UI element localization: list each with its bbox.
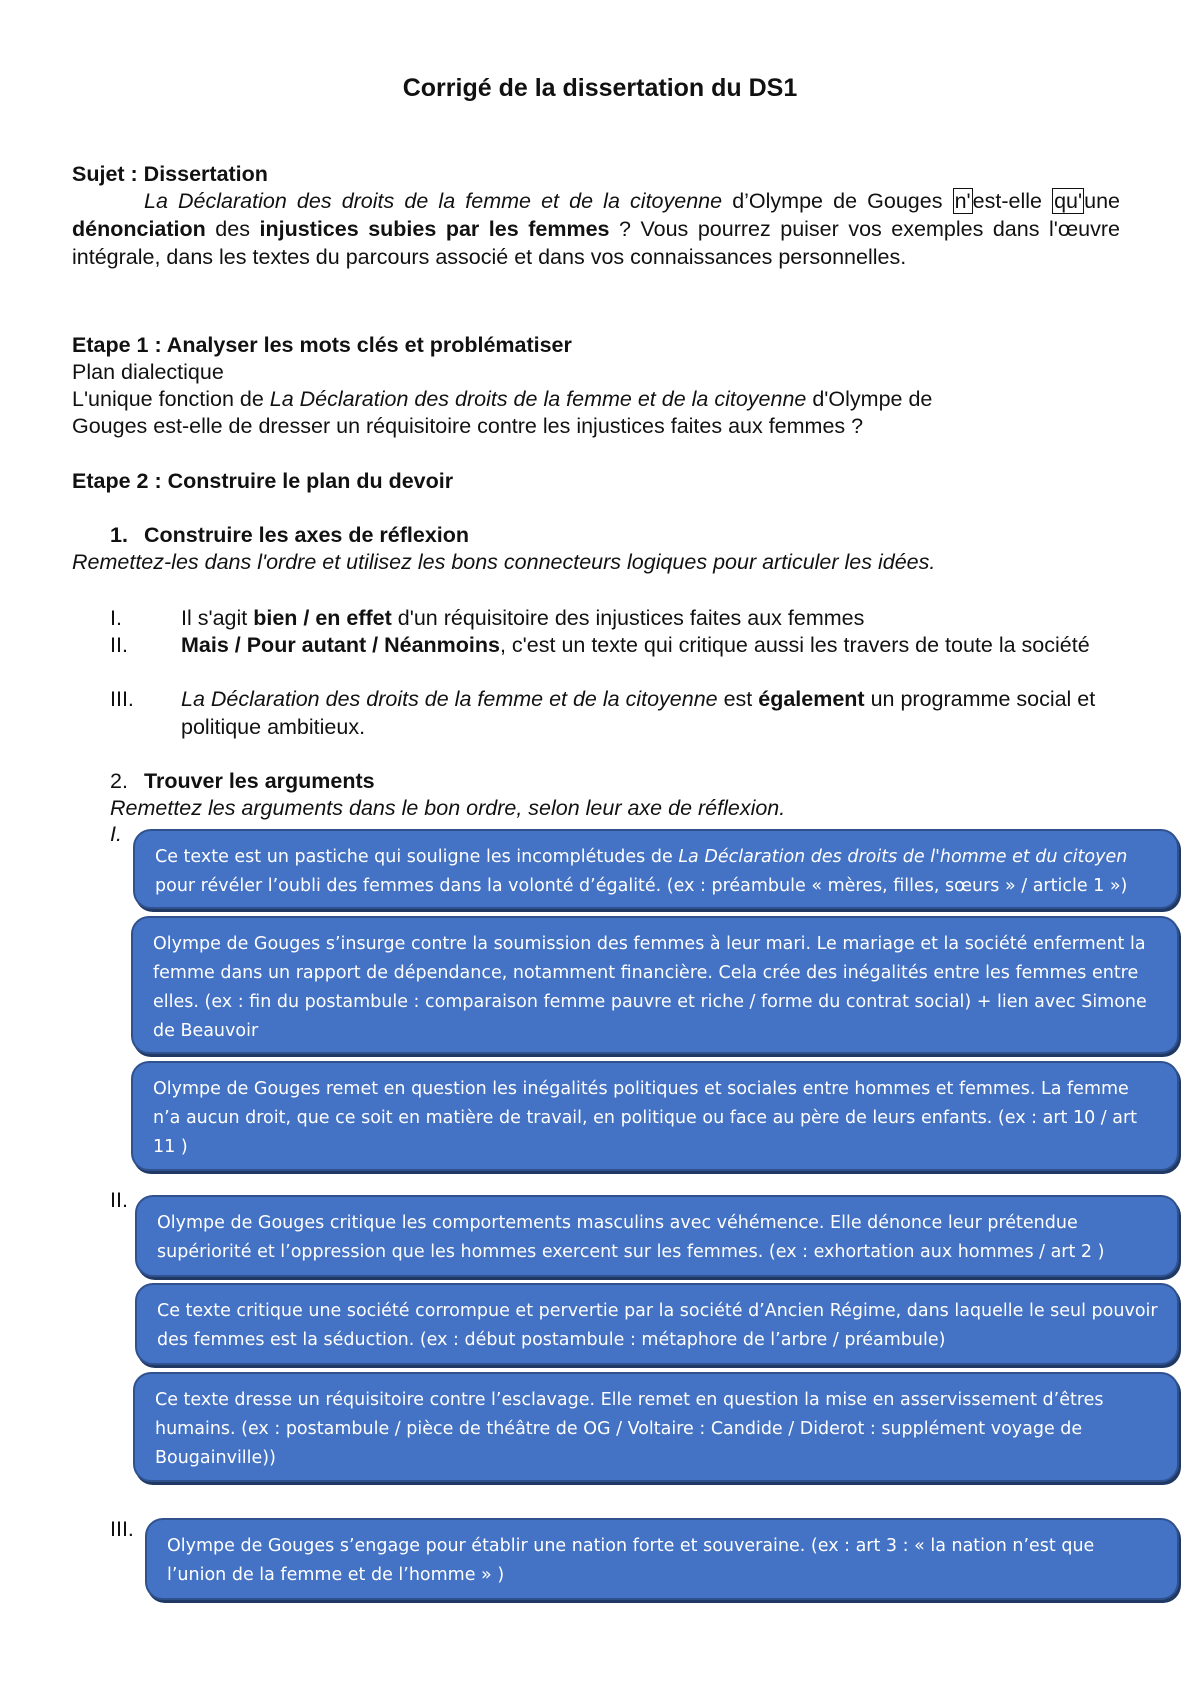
- argument-box-5[interactable]: Ce texte critique une société corrompue et pervertie par la société d’Ancien Régime, dans laquelle le seul pouvoir des femmes est la séduction. (ex : début postambule : métaphore de l’arbre / préambule): [135, 1283, 1179, 1365]
- axe-3-number: III.: [110, 687, 134, 711]
- argument-box-4[interactable]: Olympe de Gouges critique les comportements masculins avec véhémence. Elle dénonce leur prétendue supériorité et l’oppression que les hommes exercent sur les femmes. (ex : exhortation aux hommes / art 2 ): [135, 1195, 1179, 1277]
- etape1-heading: Etape 1 : Analyser les mots clés et problématiser: [72, 333, 572, 357]
- sub1-heading: Construire les axes de réflexion: [144, 523, 470, 547]
- argument-box-2[interactable]: Olympe de Gouges s’insurge contre la soumission des femmes à leur mari. Le mariage et la société enferment la femme dans un rapport de dépendance, notamment financière. Cela crée des inégalités entre les femmes entre elles. (ex : fin du postambule : comparaison femme pauvre et riche / forme du contrat social) + lien avec Simone de Beauvoir: [131, 916, 1179, 1054]
- section-III-label: III.: [110, 1517, 134, 1541]
- document-title: Corrigé de la dissertation du DS1: [402, 74, 798, 102]
- argument-box-7[interactable]: Olympe de Gouges s’engage pour établir une nation forte et souveraine. (ex : art 3 : « la nation n’est que l’union de la femme et de l’homme » ): [145, 1518, 1179, 1600]
- sub1-number: 1.: [110, 523, 128, 547]
- etape1-problematique-line1: L'unique fonction de La Déclaration des droits de la femme et de la citoyenne d'Olympe de: [72, 387, 933, 411]
- axe-2-text: Mais / Pour autant / Néanmoins, c'est un texte qui critique aussi les travers de toute la société: [181, 633, 1090, 657]
- argument-box-1[interactable]: Ce texte est un pastiche qui souligne les incomplétudes de La Déclaration des droits de l'homme et du citoyen pour révéler l’oubli des femmes dans la volonté d’égalité. (ex : préambule « mères, filles, sœurs » / article 1 »): [133, 829, 1179, 909]
- sub2-heading: Trouver les arguments: [144, 769, 375, 793]
- axe-1-text: Il s'agit bien / en effet d'un réquisitoire des injustices faites aux femmes: [181, 606, 865, 630]
- sujet-paragraph: La Déclaration des droits de la femme et de la citoyenne d’Olympe de Gouges n'est-elle qu'une dénonciation des injustices subies par les femmes ? Vous pourrez puiser vos exemples dans l'œuvre intégrale, dans les textes du parcours associé et dans vos connaissances personnelles.: [72, 189, 1120, 269]
- sujet-boxed-n: n': [954, 189, 971, 213]
- axe-2-number: II.: [110, 633, 128, 657]
- section-I-label: I.: [110, 822, 122, 846]
- argument-box-3[interactable]: Olympe de Gouges remet en question les inégalités politiques et sociales entre hommes et femmes. La femme n’a aucun droit, que ce soit en matière de travail, en politique ou face au père de leurs enfants. (ex : art 10 / art 11 ): [131, 1061, 1179, 1171]
- axe-1-number: I.: [110, 606, 122, 630]
- sujet-keyword-injustices: injustices subies par les femmes: [259, 217, 610, 241]
- section-II-label: II.: [110, 1188, 128, 1212]
- argument-box-6[interactable]: Ce texte dresse un réquisitoire contre l’esclavage. Elle remet en question la mise en asservissement d’êtres humains. (ex : postambule / pièce de théâtre de OG / Voltaire : Candide / Diderot : supplément voyage de Bougainville)): [133, 1372, 1179, 1482]
- sujet-boxed-qu: qu': [1054, 189, 1083, 213]
- sujet-keyword-denonciation: dénonciation: [72, 217, 206, 241]
- sub2-number: 2.: [110, 769, 128, 793]
- axe-3-text: La Déclaration des droits de la femme et de la citoyenne est également un programme social et politique ambitieux.: [181, 687, 1096, 739]
- etape1-problematique-line2: Gouges est-elle de dresser un réquisitoire contre les injustices faites aux femmes ?: [72, 414, 864, 438]
- etape2-heading: Etape 2 : Construire le plan du devoir: [72, 469, 454, 493]
- sujet-work-title: La Déclaration des droits de la femme et de la citoyenne: [144, 189, 723, 213]
- sujet-heading: Sujet : Dissertation: [72, 162, 268, 186]
- sub1-instruction: Remettez-les dans l'ordre et utilisez les bons connecteurs logiques pour articuler les idées.: [72, 550, 936, 574]
- etape1-plan: Plan dialectique: [72, 360, 224, 384]
- sub2-instruction: Remettez les arguments dans le bon ordre, selon leur axe de réflexion.: [110, 796, 786, 820]
